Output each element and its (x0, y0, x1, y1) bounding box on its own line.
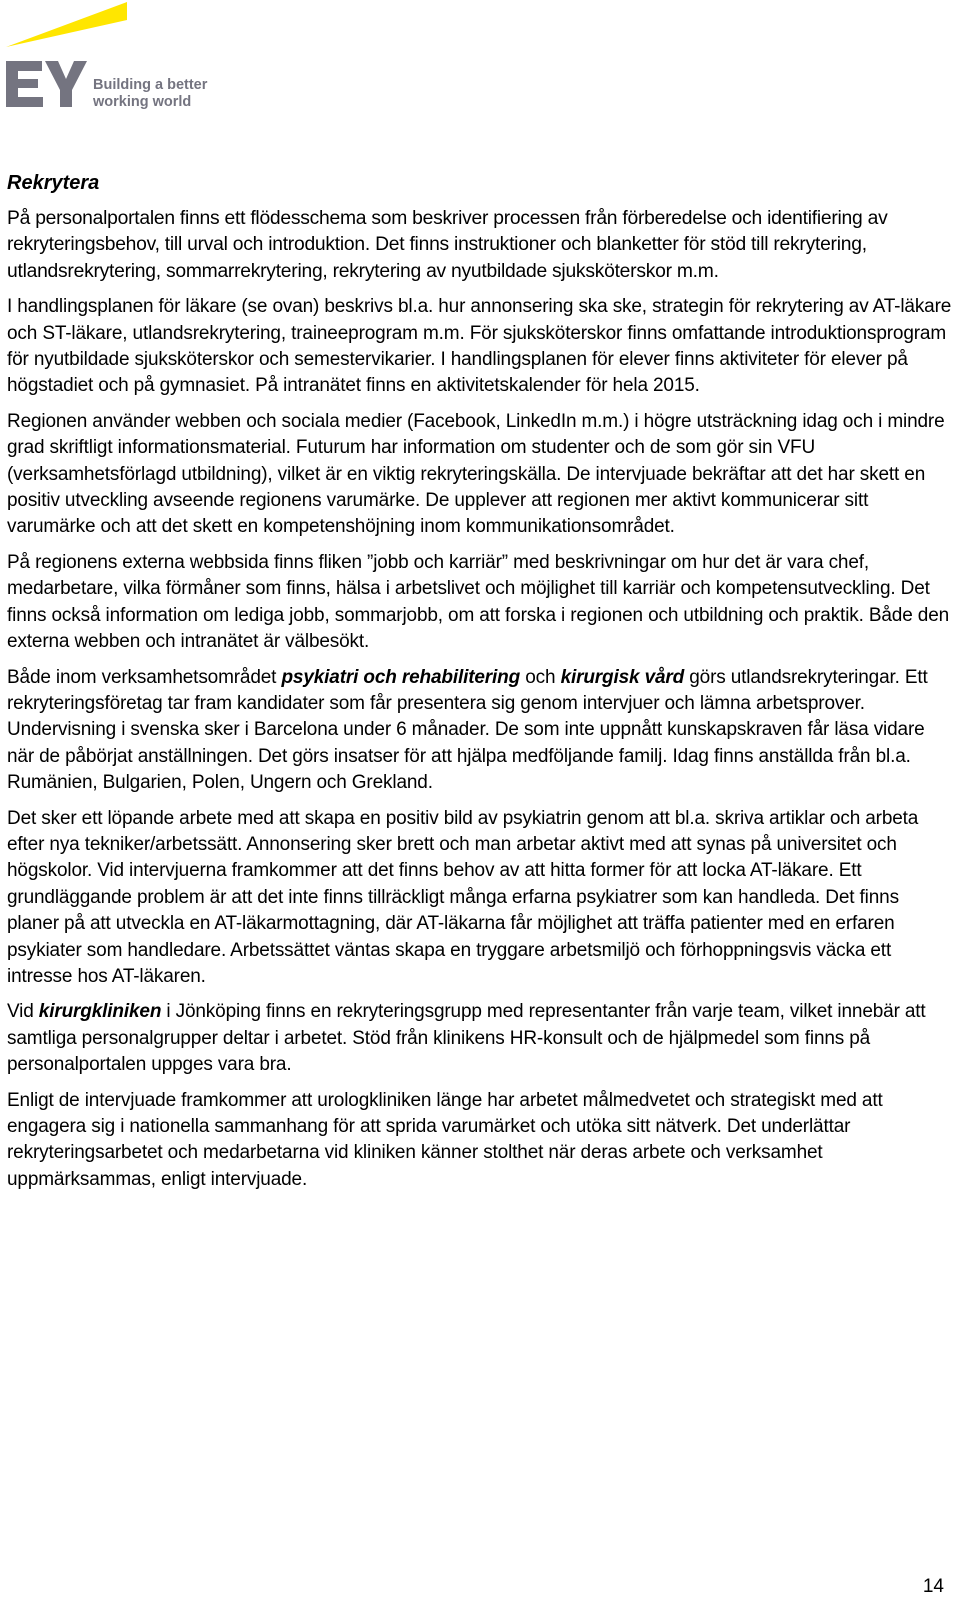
emphasis-kirurgisk: kirurgisk vård (560, 666, 685, 688)
paragraph-2: I handlingsplanen för läkare (se ovan) beskrivs bl.a. hur annonsering ska ske, strategin för rekrytering av AT-läkare och ST-läkare, utlandsrekrytering, traineeprogram m.m. För sjuksköterskor finns omfattande introduktionsprogram för nyutbildade sjuksköterskor och semestervikarier. I handlingsplanen för elever finns aktiviteter för elever på högstadiet och på gymnasiet. På intranätet finns en aktivitetskalender för hela 2015. (7, 296, 952, 397)
paragraph-7-text: Vid (7, 1001, 39, 1023)
emphasis-kirurgkliniken: kirurgkliniken (38, 1001, 162, 1023)
paragraph-5 (7, 665, 952, 797)
paragraph-3: Regionen använder webben och sociala medier (Facebook, LinkedIn m.m.) i högre utsträckning idag och i mindre grad skriftligt informationsmaterial. Futurum har information om studenter och de som gör sin VFU (verksamhetsförlagd utbildning), vilket är en viktig rekryteringskälla. De intervjuade bekräftar att det har skett en positiv utveckling avseende regionens varumärke. De upplever att regionen mer aktivt kommunicerar sitt varumärke och att det skett en kompetenshöjning inom kommunikationsområdet. (7, 410, 945, 538)
logo-beam-icon (6, 2, 127, 47)
paragraph-5-text: görs utlandsrekryteringar. Ett rekryteringsföretag tar fram kandidater som får presentera sig genom intervjuer och lämna arbetsprover. Undervisning i svenska sker i Barcelona under 6 månader. De som inte uppnått kunskapskraven får läsa vidare när de påbörjat anställningen. Det görs insatser för att hjälpa medföljande familj. Idag finns anställda från bl.a. Rumänien, Bulgarien, Polen, Ungern och Grekland. (7, 666, 928, 794)
document-body (7, 170, 952, 1202)
paragraph-5-text: och (520, 666, 561, 688)
logo-tagline-line2: working world (93, 94, 192, 110)
ey-mark (6, 61, 87, 107)
logo-tagline-line1: Building a better (93, 77, 208, 93)
ey-logo (0, 0, 220, 115)
paragraph-7 (7, 999, 952, 1078)
page-number: 14 (922, 1576, 944, 1597)
paragraph-4: På regionens externa webbsida finns fliken ”jobb och karriär” med beskrivningar om hur det är vara chef, medarbetare, vilka förmåner som finns, hälsa i arbetslivet och möjlighet till karriär och kompetensutveckling. Det finns också information om lediga jobb, sommarjobb, om att forska i regionen och utbildning och praktik. Både den externa webben och intranätet är välbesökt. (7, 551, 950, 653)
paragraph-5-text: Både inom verksamhetsområdet (7, 666, 282, 688)
paragraph-6: Det sker ett löpande arbete med att skapa en positiv bild av psykiatrin genom att bl.a. skriva artiklar och arbeta efter nya tekniker/arbetssätt. Annonsering sker brett och man arbetar aktivt med att synas på universitet och högskolor. Vid intervjuerna framkommer att det finns behov av att hitta former för att locka AT-läkare. Ett grundläggande problem är att det inte finns tillräckligt många erfarna psykiatrer som kan handleda. Det finns planer på att utveckla en AT-läkarmottagning, där AT-läkarna får möjlighet att träffa patienter med en erfaren psykiater som handledare. Arbetssättet väntas skapa en tryggare arbetsmiljö och förhoppningsvis väcka ett intresse hos AT-läkaren. (7, 807, 919, 987)
emphasis-psykiatri: psykiatri och rehabilitering (281, 666, 521, 688)
paragraph-7-text: i Jönköping finns en rekryteringsgrupp med representanter från varje team, vilket innebär att samtliga personalgrupper deltar i arbetet. Stöd från klinikens HR-konsult och de hjälpmedel som finns på personalportalen uppges vara bra. (7, 1001, 926, 1076)
paragraph-8: Enligt de intervjuade framkommer att urologkliniken länge har arbetet målmedvetet och strategiskt med att engagera sig i nationella sammanhang för att sprida varumärket och utöka sitt nätverk. Det underlättar rekryteringsarbetet och medarbetarna vid kliniken känner stolthet när deras arbete och verksamhet uppmärksammas, enligt intervjuade. (7, 1089, 883, 1190)
section-heading: Rekrytera (7, 172, 100, 194)
paragraph-1: På personalportalen finns ett flödesschema som beskriver processen från förberedelse och identifiering av rekryteringsbehov, till urval och introduktion. Det finns instruktioner och blanketter för stöd till rekrytering, utlandsrekrytering, sommarrekrytering, rekrytering av nyutbildade sjuksköterskor m.m. (7, 208, 888, 282)
